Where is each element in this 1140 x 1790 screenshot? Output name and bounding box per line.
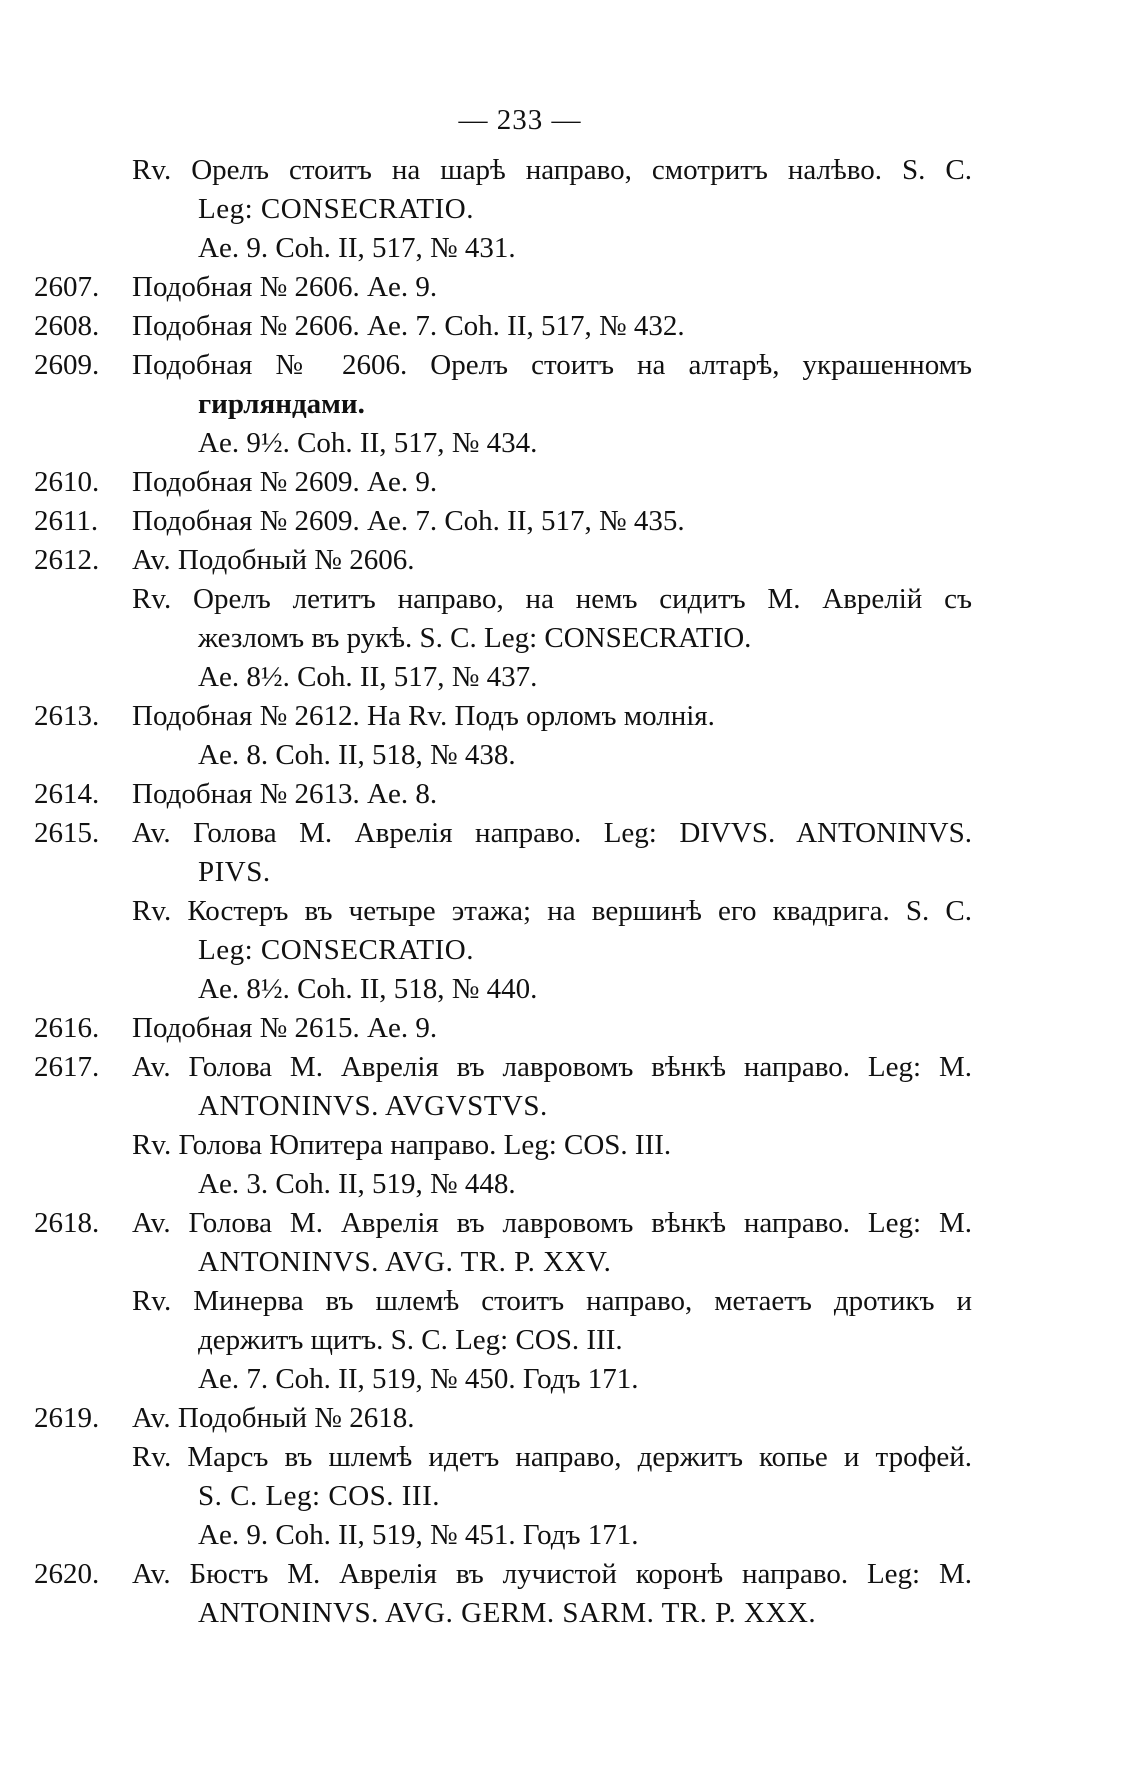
text-line <box>0 384 1040 424</box>
catalog-entry <box>0 1398 1040 1438</box>
catalog-entry <box>0 501 1040 541</box>
legend-text: ANTONINVS. AVG. TR. P. XXV. <box>198 1246 612 1278</box>
text-line <box>0 891 1040 931</box>
catalog-entry <box>0 774 1040 814</box>
reference-text: Ae. 9½. Coh. II, 517, № 434. <box>198 427 538 459</box>
legend-text: ANTONINVS. AVGVSTVS. <box>198 1090 548 1122</box>
entry-number: 2610. <box>34 466 100 498</box>
catalog-entry <box>0 1554 1040 1594</box>
legend-text: Leg: CONSECRATIO. <box>198 934 474 966</box>
obverse-description: Av. Голова М. Аврелія въ лавровомъ вѣнкѣ направо. Leg: M. <box>132 1051 972 1083</box>
legend-text: S. C. Leg: COS. III. <box>198 1480 440 1512</box>
obverse-description: Av. Бюстъ М. Аврелія въ лучистой коронѣ направо. Leg: M. <box>132 1558 972 1590</box>
catalog-entry <box>0 1008 1040 1048</box>
text-line <box>0 735 1040 775</box>
reference-text: Ae. 9. Coh. II, 519, № 451. Годъ 171. <box>198 1519 639 1551</box>
entry-text: Подобная № 2606. Ae. 9. <box>132 271 438 303</box>
reverse-description-continued: жезломъ въ рукѣ. S. C. Leg: CONSECRATIO. <box>198 622 752 654</box>
reverse-description-continued: держитъ щитъ. S. C. Leg: COS. III. <box>198 1324 623 1356</box>
entry-number: 2611. <box>34 505 99 537</box>
entry-text: Подобная № 2612. На Rv. Подъ орломъ молнія. <box>132 700 715 732</box>
entry-text: Подобная № 2615. Ae. 9. <box>132 1012 438 1044</box>
text-line <box>0 1476 1040 1516</box>
entry-number: 2614. <box>34 778 100 810</box>
obverse-description: Av. Голова М. Аврелія направо. Leg: DIVVS. ANTONINVS. <box>132 817 972 849</box>
reference-text: Ae. 7. Coh. II, 519, № 450. Годъ 171. <box>198 1363 639 1395</box>
page-number: — 233 — <box>458 104 582 136</box>
text-line <box>0 852 1040 892</box>
text-line <box>0 930 1040 970</box>
catalog-entry <box>0 696 1040 736</box>
entry-text-continued: гирляндами. <box>198 388 365 420</box>
obverse-description: Av. Подобный № 2618. <box>132 1402 415 1434</box>
reverse-description: Rv. Орелъ летитъ направо, на немъ сидитъ М. Аврелій съ <box>132 583 972 615</box>
catalog-entry <box>0 345 1040 385</box>
legend-text: ANTONINVS. AVG. GERM. SARM. TR. P. XXX. <box>198 1597 817 1629</box>
entry-number: 2616. <box>34 1012 100 1044</box>
catalog-entry <box>0 540 1040 580</box>
catalog-entry <box>0 1203 1040 1243</box>
entry-number: 2608. <box>34 310 100 342</box>
text-line <box>0 1281 1040 1321</box>
reference-text: Ae. 8. Coh. II, 518, № 438. <box>198 739 516 771</box>
reference-text: Ae. 3. Coh. II, 519, № 448. <box>198 1168 516 1200</box>
entry-text: Подобная № 2606. Орелъ стоитъ на алтарѣ, украшенномъ <box>132 349 972 381</box>
reverse-description: Rv. Минерва въ шлемѣ стоитъ направо, метаетъ дротикъ и <box>132 1285 972 1317</box>
entry-number: 2619. <box>34 1402 100 1434</box>
entry-number: 2620. <box>34 1558 100 1590</box>
reverse-description: Rv. Голова Юпитера направо. Leg: COS. III. <box>132 1129 672 1161</box>
reference-text: Ae. 8½. Coh. II, 518, № 440. <box>198 973 538 1005</box>
reference-text: Ae. 8½. Coh. II, 517, № 437. <box>198 661 538 693</box>
legend-text: Leg: CONSECRATIO. <box>198 193 474 225</box>
text-line <box>0 618 1040 658</box>
text-line <box>0 1086 1040 1126</box>
legend-text: PIVS. <box>198 856 271 888</box>
catalog-entry <box>0 306 1040 346</box>
catalog-entry <box>0 1047 1040 1087</box>
obverse-description: Av. Голова М. Аврелія въ лавровомъ вѣнкѣ направо. Leg: M. <box>132 1207 972 1239</box>
entry-text: Подобная № 2609. Ae. 7. Coh. II, 517, № 435. <box>132 505 685 537</box>
text-line <box>0 969 1040 1009</box>
entry-text: Подобная № 2609. Ae. 9. <box>132 466 438 498</box>
reverse-description: Rv. Марсъ въ шлемѣ идетъ направо, держитъ копье и трофей. <box>132 1441 972 1473</box>
catalog-entry <box>0 462 1040 502</box>
text-line <box>0 1164 1040 1204</box>
text-line <box>0 1320 1040 1360</box>
text-line <box>0 1242 1040 1282</box>
entry-number: 2609. <box>34 349 100 381</box>
text-line <box>0 150 1040 190</box>
text-line <box>0 228 1040 268</box>
reverse-description: Rv. Орелъ стоитъ на шарѣ направо, смотритъ налѣво. S. C. <box>132 154 972 186</box>
entry-number: 2615. <box>34 817 100 849</box>
entry-number: 2618. <box>34 1207 100 1239</box>
reference-text: Ae. 9. Coh. II, 517, № 431. <box>198 232 516 264</box>
reverse-description: Rv. Костеръ въ четыре этажа; на вершинѣ его квадрига. S. C. <box>132 895 972 927</box>
entry-number: 2612. <box>34 544 100 576</box>
entry-number: 2613. <box>34 700 100 732</box>
entry-text: Подобная № 2606. Ae. 7. Coh. II, 517, № 432. <box>132 310 685 342</box>
text-line <box>0 1359 1040 1399</box>
entry-number: 2607. <box>34 271 100 303</box>
text-line <box>0 1515 1040 1555</box>
text-line <box>0 1125 1040 1165</box>
obverse-description: Av. Подобный № 2606. <box>132 544 415 576</box>
text-line <box>0 189 1040 229</box>
text-line <box>0 579 1040 619</box>
entry-text: Подобная № 2613. Ae. 8. <box>132 778 438 810</box>
text-line <box>0 1593 1040 1633</box>
text-line <box>0 1437 1040 1477</box>
text-line <box>0 423 1040 463</box>
catalog-entry <box>0 813 1040 853</box>
text-line <box>0 657 1040 697</box>
entry-number: 2617. <box>34 1051 100 1083</box>
catalog-entry <box>0 267 1040 307</box>
